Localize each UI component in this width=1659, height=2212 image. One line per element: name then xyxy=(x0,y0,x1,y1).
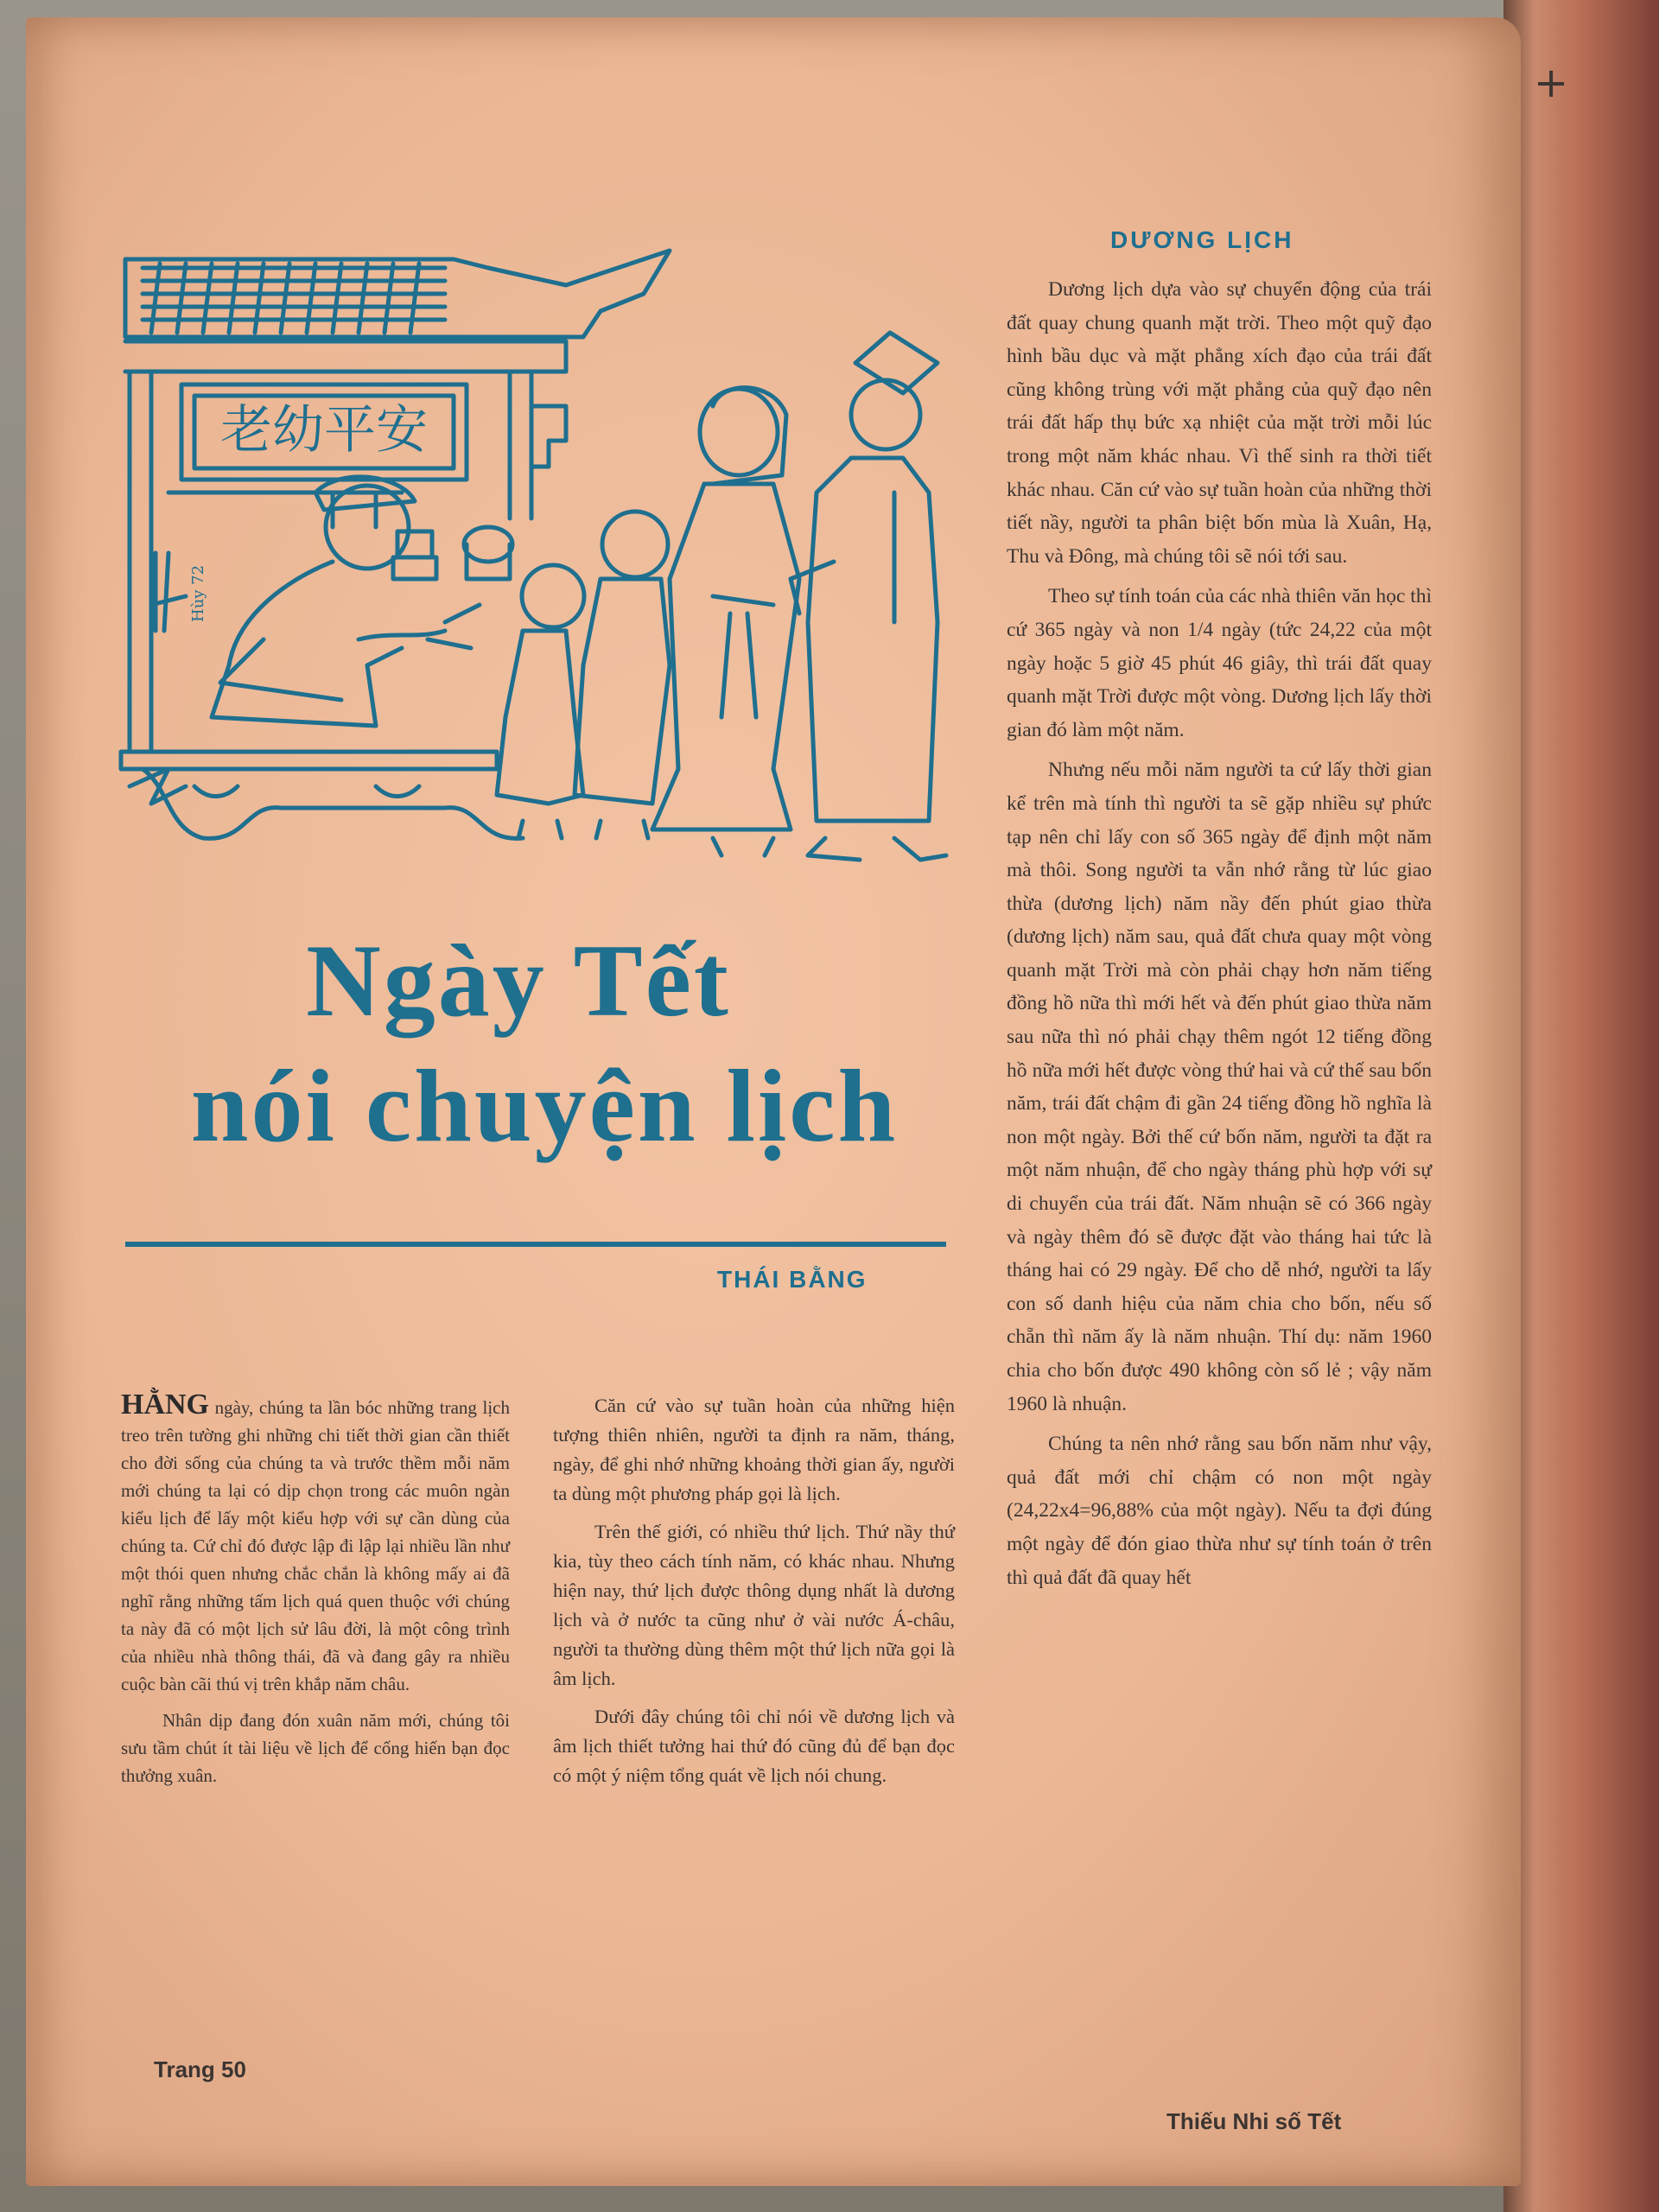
column-3 xyxy=(1007,273,1432,1601)
column-1 xyxy=(121,1391,510,1798)
col1-paragraph-2: Nhân dịp đang đón xuân năm mới, chúng tôi sưu tầm chút ít tài liệu về lịch để cống hiến bạn đọc thưởng xuân. xyxy=(121,1710,510,1786)
author-byline: THÁI BẰNG xyxy=(717,1266,868,1293)
title-line-1: Ngày Tết xyxy=(306,923,731,1038)
col2-paragraph-1: Căn cứ vào sự tuần hoàn của những hiện tượng thiên nhiên, người ta định ra năm, tháng, ngày, để ghi nhớ những khoảng thời gian ấy, người ta dùng một phương pháp gọi là lịch. xyxy=(553,1395,955,1504)
tet-calligrapher-scene-icon xyxy=(117,233,963,873)
section-heading-duong-lich: DƯƠNG LỊCH xyxy=(1110,226,1294,253)
col3-paragraph-2: Theo sự tính toán của các nhà thiên văn học thì cứ 365 ngày và non 1/4 ngày (tức 24,22 của một ngày hoặc 5 giờ 45 phút 46 giây, thì trái đất quay quanh mặt Trời được một vòng. Dương lịch lấy thời gian đó làm một năm. xyxy=(1007,585,1432,741)
dropcap: HẰNG xyxy=(121,1389,209,1421)
signboard-text: 老幼平安 xyxy=(220,400,428,461)
col2-paragraph-2: Trên thế giới, có nhiều thứ lịch. Thứ nầy thứ kia, tùy theo cách tính năm, có khác nhau. Nhưng hiện nay, thứ lịch được thông dụng nhất là dương lịch và ở nước ta cũng như ở vài nước Á-châu, người ta thường dùng thêm một thứ lịch nữa gọi là âm lịch. xyxy=(553,1521,955,1689)
pencil-cross-mark: + xyxy=(1534,59,1569,107)
artist-signature: Hùy 72 xyxy=(189,564,207,622)
col3-paragraph-1: Dương lịch dựa vào sự chuyển động của trái đất quay chung quanh mặt trời. Theo một quỹ đạo hình bầu dục và mặt phẳng xích đạo của trái đất cũng không trùng với mặt phẳng của quỹ đạo nên trái đất hấp thụ bức xạ nhiệt của mặt trời mỗi lúc trong một năm khác nhau. Vì thế sinh ra thời tiết khác nhau. Căn cứ vào sự tuần hoàn của những thời tiết nầy, người ta phân biệt bốn mùa là Xuân, Hạ, Thu và Đông, mà chúng tôi sẽ nói tới sau. xyxy=(1007,278,1432,568)
book-page-edges xyxy=(1503,0,1659,2212)
col2-paragraph-3: Dưới đây chúng tôi chỉ nói về dương lịch và âm lịch thiết tưởng hai thứ đó cũng đủ để bạn đọc có một ý niệm tổng quát về lịch nói chung. xyxy=(553,1706,955,1786)
column-2 xyxy=(553,1391,955,1799)
article-title xyxy=(121,920,968,1171)
col3-paragraph-4: Chúng ta nên nhớ rằng sau bốn năm như vậy, quả đất mới chỉ chậm có non một ngày (24,22x4=96,88% của một ngày). Nếu ta đợi đúng một ngày để đón giao thừa như sự tính toán ở trên thì quả đất đã quay hết xyxy=(1007,1433,1432,1589)
publication-name: Thiếu Nhi số Tết xyxy=(1166,2108,1342,2134)
page-number: Trang 50 xyxy=(154,2056,246,2082)
col1-paragraph-1 xyxy=(121,1391,510,1698)
col1-p1-text: ngày, chúng ta lần bóc những trang lịch treo trên tường ghi những chi tiết thời gian cần thiết cho đời sống của chúng ta và trước thềm mỗi năm mới chúng ta lại có dịp chọn trong các muôn ngàn kiểu lịch để lấy một kiểu hợp với sự cần dùng của chúng ta. Cứ chỉ đó được lập đi lập lại nhiều lần như một thói quen nhưng chắc chắn là không mấy ai đã nghĩ rằng những tấm lịch quá quen thuộc với chúng ta này đã có một lịch sử lâu đời, là một công trình của nhiều nhà thông thái, đã và đang gây ra nhiều cuộc bàn cãi thú vị trên khắp năm châu. xyxy=(121,1397,510,1694)
title-line-2: nói chuyện lịch xyxy=(190,1048,899,1163)
col3-paragraph-3: Nhưng nếu mỗi năm người ta cứ lấy thời gian kể trên mà tính thì người ta sẽ gặp nhiều sự phức tạp nên chỉ lấy con số 365 ngày để định một năm mà thôi. Song người ta vẫn nhớ rằng từ lúc giao thừa (dương lịch) năm nầy đến phút giao thừa (dương lịch) năm sau, quả đất chưa quay một vòng quanh mặt Trời mà còn phải chạy hơn năm tiếng đồng hồ nữa thì mới hết và đến phút giao thừa năm sau nữa thì nó phải chạy thêm ngót 12 tiếng đồng hồ nữa mới hết được vòng thứ hai và cứ thế sau bốn năm, trái đất chậm đi gần 24 tiếng đồng hồ nghĩa là non một ngày. Bởi thế cứ bốn năm, người ta đặt ra một năm nhuận, để cho ngày tháng phù hợp với sự di chuyển của trái đất. Năm nhuận sẽ có 366 ngày và ngày thêm đó sẽ được đặt vào tháng hai tức là tháng hai có 29 ngày. Để cho dễ nhớ, người ta lấy con số danh hiệu của năm chia cho bốn, nếu số chẵn thì năm ấy là năm nhuận. Thí dụ: năm 1960 chia cho bốn được 490 không còn số lẻ ; vậy năm 1960 là nhuận. xyxy=(1007,759,1432,1415)
title-rule xyxy=(125,1242,946,1247)
